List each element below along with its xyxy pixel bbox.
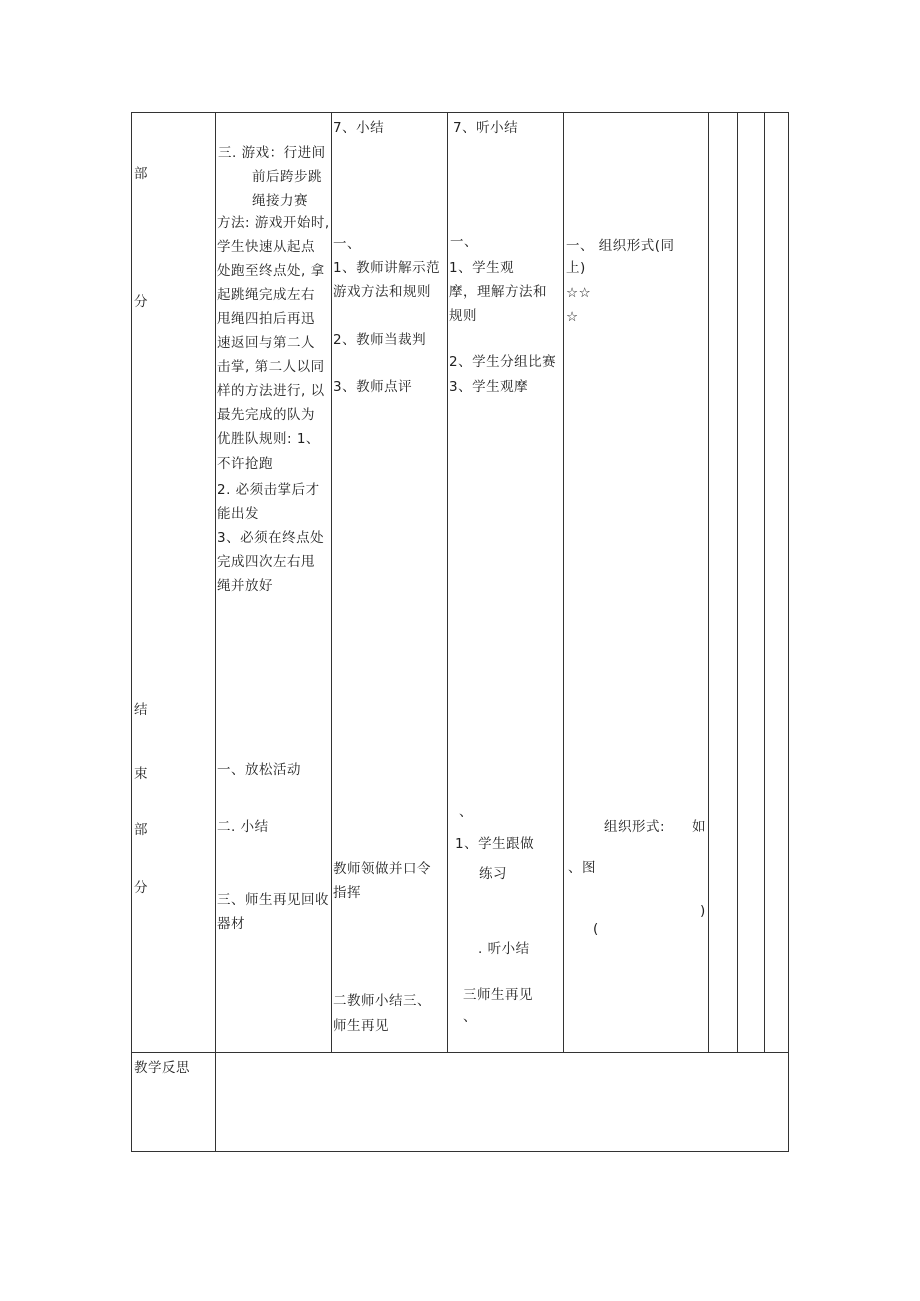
org-end-form: 组织形式: [604,819,666,835]
method-line: 绳并放好 [217,578,273,594]
student-item: 规则 [449,308,477,324]
method-line: 样的方法进行, 以 [217,383,325,399]
game-title: 前后跨步跳 [252,169,322,185]
section-label: 结 [134,702,148,718]
table-right-border [788,112,789,1151]
star-formation-icon: ☆ [566,309,579,325]
teacher-end-item: 指挥 [333,885,361,901]
method-line: 速返回与第二人 [217,335,315,351]
method-line: 甩绳四拍后再迅 [217,311,315,327]
col-divider-org [563,112,564,1052]
method-line: 不许抢跑 [217,456,273,472]
section-label: 部 [134,166,148,182]
student-item: 3、学生观摩 [449,379,529,395]
table-bottom-border [131,1151,789,1152]
student-item: 摩，理解方法和 [449,284,547,300]
method-line: 起跳绳完成左右 [217,287,315,303]
teacher-end-item: 教师领做并口令 [333,861,431,877]
game-title: 三. 游戏：行进间 [218,145,326,161]
col-divider-content [215,112,216,1151]
org-form: 一、 组织形式(同 [566,238,675,254]
section-label: 束 [134,766,148,782]
reflection-input-area[interactable] [216,1053,787,1150]
method-line: 能出发 [217,506,259,522]
method-line: 优胜队规则: 1、 [217,431,320,447]
end-content-item: 器材 [217,916,245,932]
method-line: 完成四次左右甩 [217,554,315,570]
col-divider-extra-2 [737,112,738,1052]
teacher-item: 3、教师点评 [333,379,413,395]
end-content-item: 一、放松活动 [217,762,301,778]
org-end-form: 、图 [568,860,596,876]
teacher-end-item: 二教师小结三、 [333,993,431,1009]
section-label: 部 [134,822,148,838]
method-line: 2. 必须击掌后才 [217,482,320,498]
section-label: 分 [134,294,148,310]
star-formation-icon: ☆☆ [566,285,592,301]
col-divider-student [447,112,448,1052]
student-end-mark: 、 [459,804,473,820]
reflection-label: 教学反思 [134,1060,190,1076]
student-item: 2、学生分组比赛 [449,354,557,370]
game-title: 绳接力赛 [252,193,308,209]
teacher-item: 游戏方法和规则 [333,284,431,300]
table-top-border [131,112,789,113]
col-divider-teacher [331,112,332,1052]
student-end-mark: 、 [463,1009,477,1025]
student-end-item: 练习 [479,866,507,882]
col-divider-extra-3 [764,112,765,1052]
student-end-item: 三师生再见 [463,987,533,1003]
teacher-summary: 7、小结 [333,120,385,136]
teacher-end-item: 师生再见 [333,1018,389,1034]
col-divider-extra-1 [708,112,709,1052]
org-end-form: 如 [692,819,706,835]
end-content-item: 三、师生再见回收 [217,892,329,908]
teacher-item: 1、教师讲解示范 [333,260,441,276]
org-form: 上) [566,260,586,276]
table-left-border [131,112,132,1151]
student-end-item: . 听小结 [478,941,530,957]
teacher-item: 2、教师当裁判 [333,332,427,348]
method-line: 3、必须在终点处 [217,530,325,546]
student-summary: 7、听小结 [453,120,519,136]
method-line: 处跑至终点处, 拿 [217,263,325,279]
method-line: 学生快速从起点 [217,239,315,255]
student-item: 1、学生观 [449,260,515,276]
org-end-form: ) [700,903,706,919]
student-end-item: 1、学生跟做 [455,836,535,852]
end-content-item: 二. 小结 [217,819,269,835]
teacher-dash: 一、 [333,236,361,252]
method-line: 击掌, 第二人以同 [217,359,325,375]
method-line: 最先完成的队为 [217,407,315,423]
section-label: 分 [134,880,148,896]
method-line: 方法: 游戏开始时, [217,215,330,231]
student-dash: 一、 [450,234,478,250]
org-end-form: ( [593,921,599,937]
